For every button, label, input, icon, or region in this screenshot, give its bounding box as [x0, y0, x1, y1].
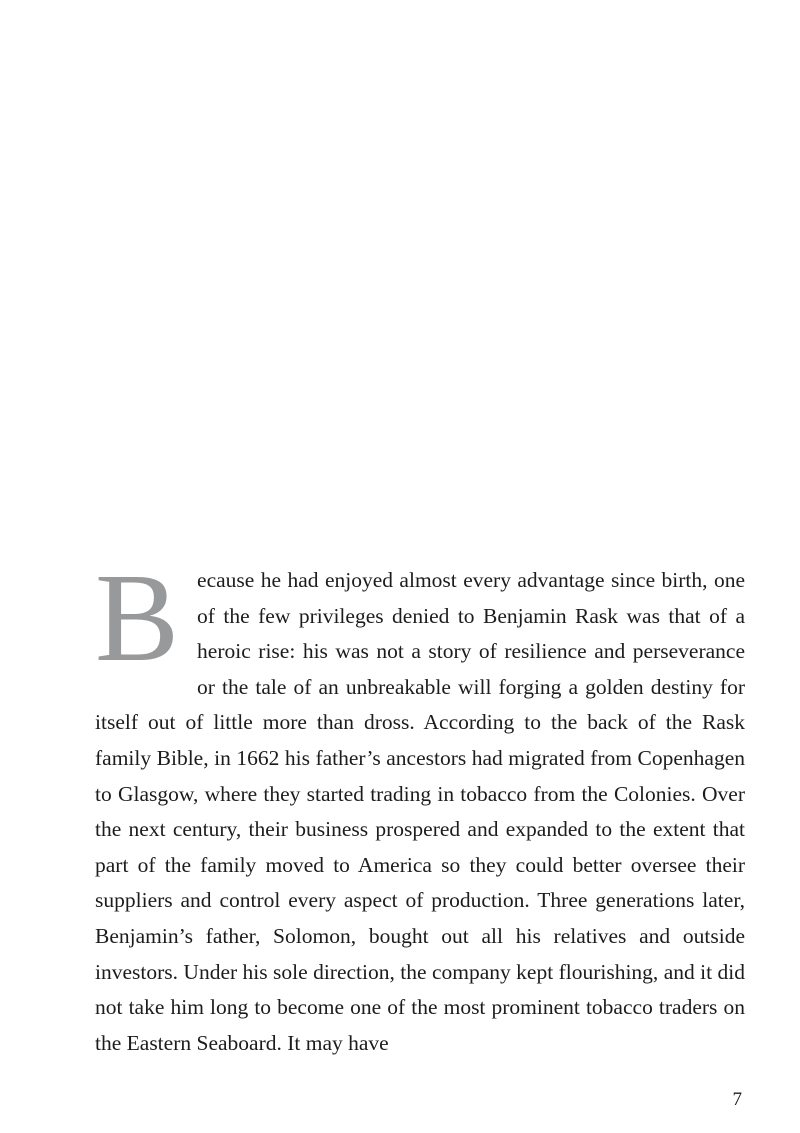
body-paragraph	[95, 549, 745, 1061]
drop-cap: B	[95, 549, 180, 688]
text-block	[95, 549, 745, 1061]
page-number: 7	[732, 1089, 742, 1110]
paragraph-text: ecause he had enjoyed almost every advantage since birth, one of the few privileges denied to Benjamin Rask was that of a heroic rise: his was not a story of resilience and perseverance or the tale of an unbreakable will forging a golden destiny for itself out of little more than dross. According to the back of the Rask family Bible, in 1662 his father’s ancestors had migrated from Copenhagen to Glasgow, where they started trading in tobacco from the Colonies. Over the next century, their business prospered and expanded to the extent that part of the family moved to America so they could better oversee their suppliers and control every aspect of production. Three generations later, Benjamin’s father, Solomon, bought out all his relatives and outside investors. Under his sole direction, the company kept flourishing, and it did not take him long to become one of the most prominent tobacco traders on the Eastern Seaboard. It may have	[95, 568, 745, 1055]
